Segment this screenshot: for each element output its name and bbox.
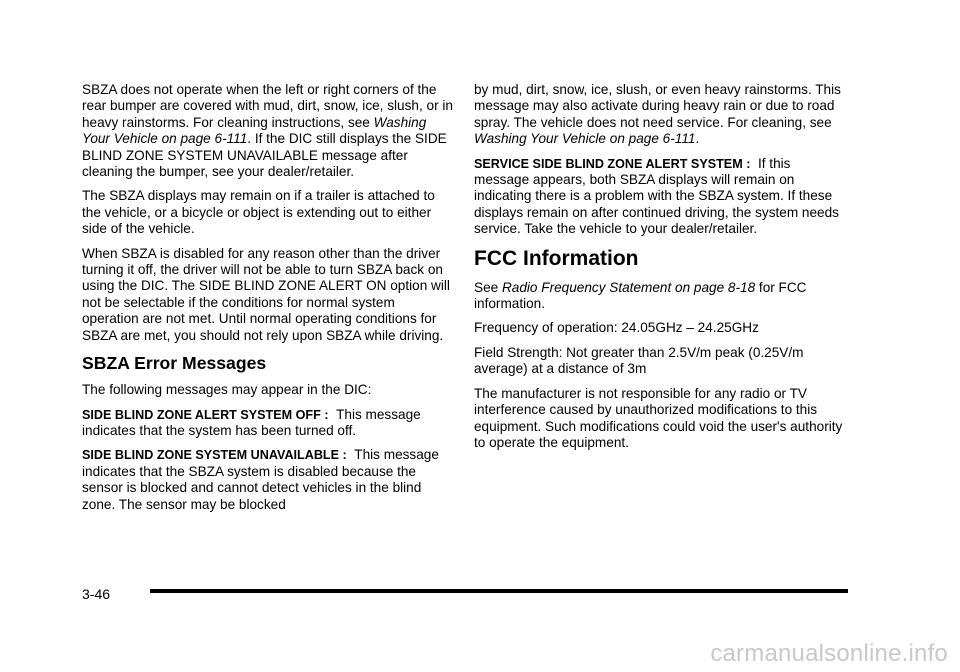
heading-fcc-information: FCC Information: [474, 246, 639, 270]
paragraph-sbza-operation: [82, 82, 454, 180]
message-system-unavailable: [82, 447, 454, 513]
text: . If the DIC still displays the SIDE BLIND ZONE SYSTEM UNAVAILABLE message after cleaning the bumper, see your dealer/retailer.: [82, 131, 447, 180]
footer-rule: [150, 589, 848, 593]
paragraph-messages-intro: The following messages may appear in the DIC:: [82, 382, 372, 398]
message-term: SERVICE SIDE BLIND ZONE ALERT SYSTEM :: [474, 156, 751, 171]
link-radio-frequency-statement[interactable]: Radio Frequency Statement on page 8-18: [501, 279, 756, 295]
message-term: SIDE BLIND ZONE SYSTEM UNAVAILABLE :: [82, 448, 347, 463]
paragraph-field-strength: Field Strength: Not greater than 2.5V/m peak (0.25V/m average) at a distance of 3m: [474, 344, 804, 377]
text: by mud, dirt, snow, ice, slush, or even heavy rainstorms. This message may also activate during heavy rain or due to road spray. The vehicle does not need service. For cleaning, see: [474, 82, 841, 130]
text: for FCC information.: [474, 279, 807, 312]
text: SBZA does not operate when the left or right corners of the rear bumper are covered with mud, dirt, snow, ice, slush, or in heavy rainstorms. For cleaning instructions, see: [82, 82, 453, 130]
right-column: [474, 82, 846, 459]
paragraph-blocked-continued: [474, 82, 846, 148]
message-text: If this message appears, both SBZA displays will remain on indicating there is a problem with the SBZA system. If these displays remain on after continued driving, the system needs service. Take the vehicle to your dealer/retailer.: [474, 155, 839, 237]
text: See: [474, 279, 502, 295]
message-system-off: [82, 407, 454, 440]
paragraph-fcc-see: [474, 280, 846, 313]
message-text: This message indicates that the SBZA system is disabled because the sensor is blocked and cannot detect vehicles in the blind zone. The sensor may be blocked: [82, 447, 439, 512]
left-column: [82, 82, 454, 521]
page-number: 3-46: [82, 586, 111, 602]
paragraph-interference: The manufacturer is not responsible for any radio or TV interference caused by unauthorized modifications to this equipment. Such modifications could void the user's authority to operate the equipment.: [474, 385, 843, 450]
paragraph-trailer: The SBZA displays may remain on if a trailer is attached to the vehicle, or a bicycle or object is extending out to either side of the vehicle.: [82, 188, 435, 237]
text: .: [695, 131, 700, 147]
message-service-system: [474, 156, 846, 238]
message-term: SIDE BLIND ZONE ALERT SYSTEM OFF :: [82, 407, 329, 422]
watermark: carmanualsonline.info: [710, 640, 948, 667]
message-text: This message indicates that the system has been turned off.: [82, 406, 421, 438]
link-washing-your-vehicle[interactable]: Washing Your Vehicle on page 6-111: [82, 114, 427, 147]
paragraph-disabled: When SBZA is disabled for any reason other than the driver turning it off, the driver will not be able to turn SBZA back on using the DIC. The SIDE BLIND ZONE ALERT ON option will not be selectable if the conditions for normal system operation are not met. Until normal operating conditions for SBZA are met, you should not rely upon SBZA while driving.: [82, 245, 450, 343]
link-washing-your-vehicle[interactable]: Washing Your Vehicle on page 6-111: [474, 131, 696, 147]
heading-sbza-error-messages: SBZA Error Messages: [82, 353, 267, 374]
paragraph-frequency: Frequency of operation: 24.05GHz – 24.25GHz: [474, 320, 759, 336]
